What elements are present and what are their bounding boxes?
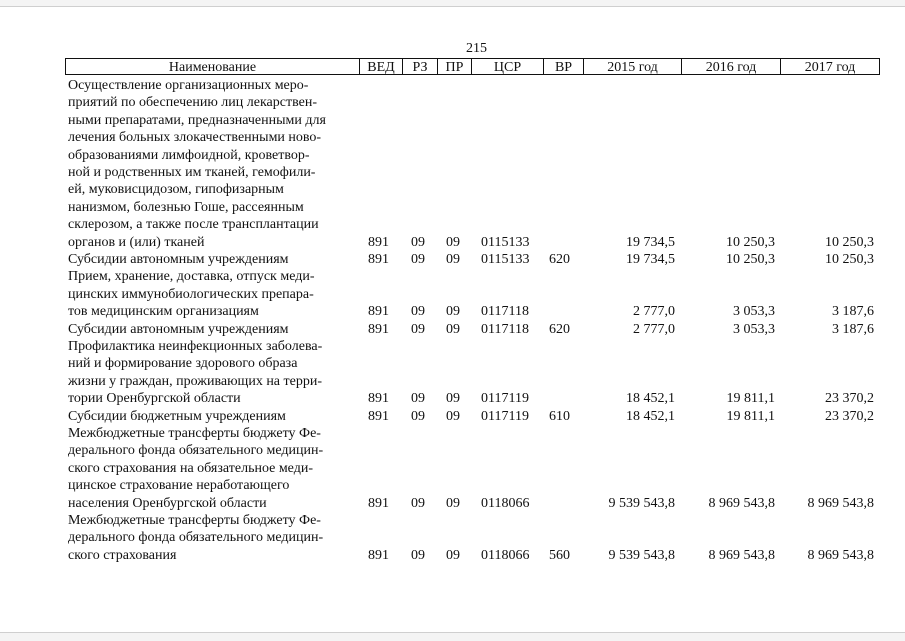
row-name-line: Прием, хранение, доставка, отпуск меди- xyxy=(68,269,315,285)
cell-rz: 09 xyxy=(411,251,425,267)
cell-ved: 891 xyxy=(368,408,389,424)
cell-2016: 19 811,1 xyxy=(726,391,775,407)
page-edge-top xyxy=(0,0,905,7)
cell-2016: 19 811,1 xyxy=(726,408,775,424)
cell-2016: 8 969 543,8 xyxy=(708,547,775,563)
cell-2015: 19 734,5 xyxy=(626,251,675,267)
table-row xyxy=(0,338,905,408)
cell-2017: 8 969 543,8 xyxy=(807,495,874,511)
row-name-line: тов медицинским организациям xyxy=(68,304,259,320)
cell-csr: 0117119 xyxy=(481,408,529,424)
cell-2015: 18 452,1 xyxy=(626,408,675,424)
cell-vr: 620 xyxy=(549,251,570,267)
cell-rz: 09 xyxy=(411,495,425,511)
row-name xyxy=(68,425,358,512)
cell-ved: 891 xyxy=(368,234,389,250)
row-name xyxy=(68,338,358,408)
row-name-line: нанизмом, болезнью Гоше, рассеянным xyxy=(68,199,304,215)
cell-2016: 3 053,3 xyxy=(733,321,775,337)
cell-pr: 09 xyxy=(446,321,460,337)
cell-2016: 3 053,3 xyxy=(733,304,775,320)
row-name xyxy=(68,512,358,564)
header-name: Наименование xyxy=(65,58,359,75)
cell-2015: 9 539 543,8 xyxy=(608,547,675,563)
row-name-line: склерозом, а также после трансплантации xyxy=(68,217,319,233)
table-row xyxy=(0,268,905,320)
cell-rz: 09 xyxy=(411,391,425,407)
header-rz: РЗ xyxy=(402,58,437,75)
cell-rz: 09 xyxy=(411,408,425,424)
cell-csr: 0117118 xyxy=(481,304,529,320)
row-name-line: Субсидии автономным учреждениям xyxy=(68,321,289,337)
row-name-line: ний и формирование здорового образа xyxy=(68,356,298,372)
cell-rz: 09 xyxy=(411,547,425,563)
cell-ved: 891 xyxy=(368,547,389,563)
cell-rz: 09 xyxy=(411,321,425,337)
table-row xyxy=(0,512,905,564)
row-name-line: дерального фонда обязательного медицин- xyxy=(68,530,324,546)
cell-pr: 09 xyxy=(446,495,460,511)
cell-2016: 10 250,3 xyxy=(726,234,775,250)
row-name-line: жизни у граждан, проживающих на терри- xyxy=(68,373,323,389)
row-name-line: Субсидии автономным учреждениям xyxy=(68,252,289,267)
cell-vr: 560 xyxy=(549,547,570,563)
cell-csr: 0115133 xyxy=(481,251,530,267)
cell-pr: 09 xyxy=(446,304,460,320)
header-vr: ВР xyxy=(543,58,583,75)
cell-pr: 09 xyxy=(446,547,460,563)
cell-2016: 8 969 543,8 xyxy=(708,495,775,511)
cell-csr: 0118066 xyxy=(481,547,530,563)
cell-pr: 09 xyxy=(446,234,460,250)
row-name-line: Осуществление организационных меро- xyxy=(68,78,309,93)
header-2017: 2017 год xyxy=(780,58,880,75)
cell-2017: 8 969 543,8 xyxy=(807,547,874,563)
cell-vr: 610 xyxy=(549,408,570,424)
row-name-line: цинских иммунобиологических препара- xyxy=(68,286,314,302)
table-row xyxy=(0,77,905,251)
row-name xyxy=(68,408,358,425)
row-name-line: Субсидии бюджетным учреждениям xyxy=(68,408,286,424)
cell-2016: 10 250,3 xyxy=(726,251,775,267)
row-name-line: Межбюджетные трансферты бюджету Фе- xyxy=(68,426,321,441)
cell-2017: 23 370,2 xyxy=(825,391,874,407)
cell-2015: 18 452,1 xyxy=(626,391,675,407)
row-name-line: Профилактика неинфекционных заболева- xyxy=(68,339,323,354)
table-row xyxy=(0,321,905,338)
row-name-line: ей, муковисцидозом, гипофизарным xyxy=(68,182,284,198)
cell-2017: 23 370,2 xyxy=(825,408,874,424)
cell-rz: 09 xyxy=(411,304,425,320)
cell-ved: 891 xyxy=(368,321,389,337)
row-name xyxy=(68,268,358,320)
header-2015: 2015 год xyxy=(583,58,681,75)
row-name-line: тории Оренбургской области xyxy=(68,391,241,407)
cell-2017: 10 250,3 xyxy=(825,234,874,250)
cell-2015: 2 777,0 xyxy=(633,321,675,337)
cell-pr: 09 xyxy=(446,391,460,407)
cell-csr: 0117119 xyxy=(481,391,529,407)
row-name-line: ского страхования xyxy=(68,547,177,563)
cell-pr: 09 xyxy=(446,251,460,267)
cell-csr: 0117118 xyxy=(481,321,529,337)
row-name-line: цинское страхование неработающего xyxy=(68,478,290,494)
header-ved: ВЕД xyxy=(359,58,402,75)
header-pr: ПР xyxy=(437,58,471,75)
cell-ved: 891 xyxy=(368,495,389,511)
row-name-line: населения Оренбургской области xyxy=(68,495,267,511)
cell-2017: 10 250,3 xyxy=(825,251,874,267)
cell-2017: 3 187,6 xyxy=(832,321,874,337)
row-name-line: органов и (или) тканей xyxy=(68,234,205,250)
table-row xyxy=(0,425,905,512)
cell-ved: 891 xyxy=(368,251,389,267)
cell-2015: 9 539 543,8 xyxy=(608,495,675,511)
cell-ved: 891 xyxy=(368,391,389,407)
row-name-line: ными препаратами, предназначенными для xyxy=(68,112,326,128)
cell-vr: 620 xyxy=(549,321,570,337)
row-name-line: ского страхования на обязательное меди- xyxy=(68,460,313,476)
row-name-line: образованиями лимфоидной, кроветвор- xyxy=(68,147,310,163)
row-name-line: дерального фонда обязательного медицин- xyxy=(68,443,324,459)
cell-pr: 09 xyxy=(446,408,460,424)
row-name-line: приятий по обеспечению лиц лекарствен- xyxy=(68,95,317,111)
row-name xyxy=(68,321,358,338)
row-name-line: Межбюджетные трансферты бюджету Фе- xyxy=(68,513,321,528)
cell-csr: 0118066 xyxy=(481,495,530,511)
cell-rz: 09 xyxy=(411,234,425,250)
cell-csr: 0115133 xyxy=(481,234,530,250)
row-name xyxy=(68,77,358,251)
header-2016: 2016 год xyxy=(681,58,780,75)
page-number: 215 xyxy=(466,41,487,56)
cell-2015: 2 777,0 xyxy=(633,304,675,320)
table-row xyxy=(0,408,905,425)
cell-ved: 891 xyxy=(368,304,389,320)
row-name xyxy=(68,251,358,268)
cell-2017: 3 187,6 xyxy=(832,304,874,320)
row-name-line: лечения больных злокачественными ново- xyxy=(68,130,322,146)
header-csr: ЦСР xyxy=(471,58,543,75)
row-name-line: ной и родственных им тканей, гемофили- xyxy=(68,165,316,181)
table-row xyxy=(0,251,905,268)
cell-2015: 19 734,5 xyxy=(626,234,675,250)
